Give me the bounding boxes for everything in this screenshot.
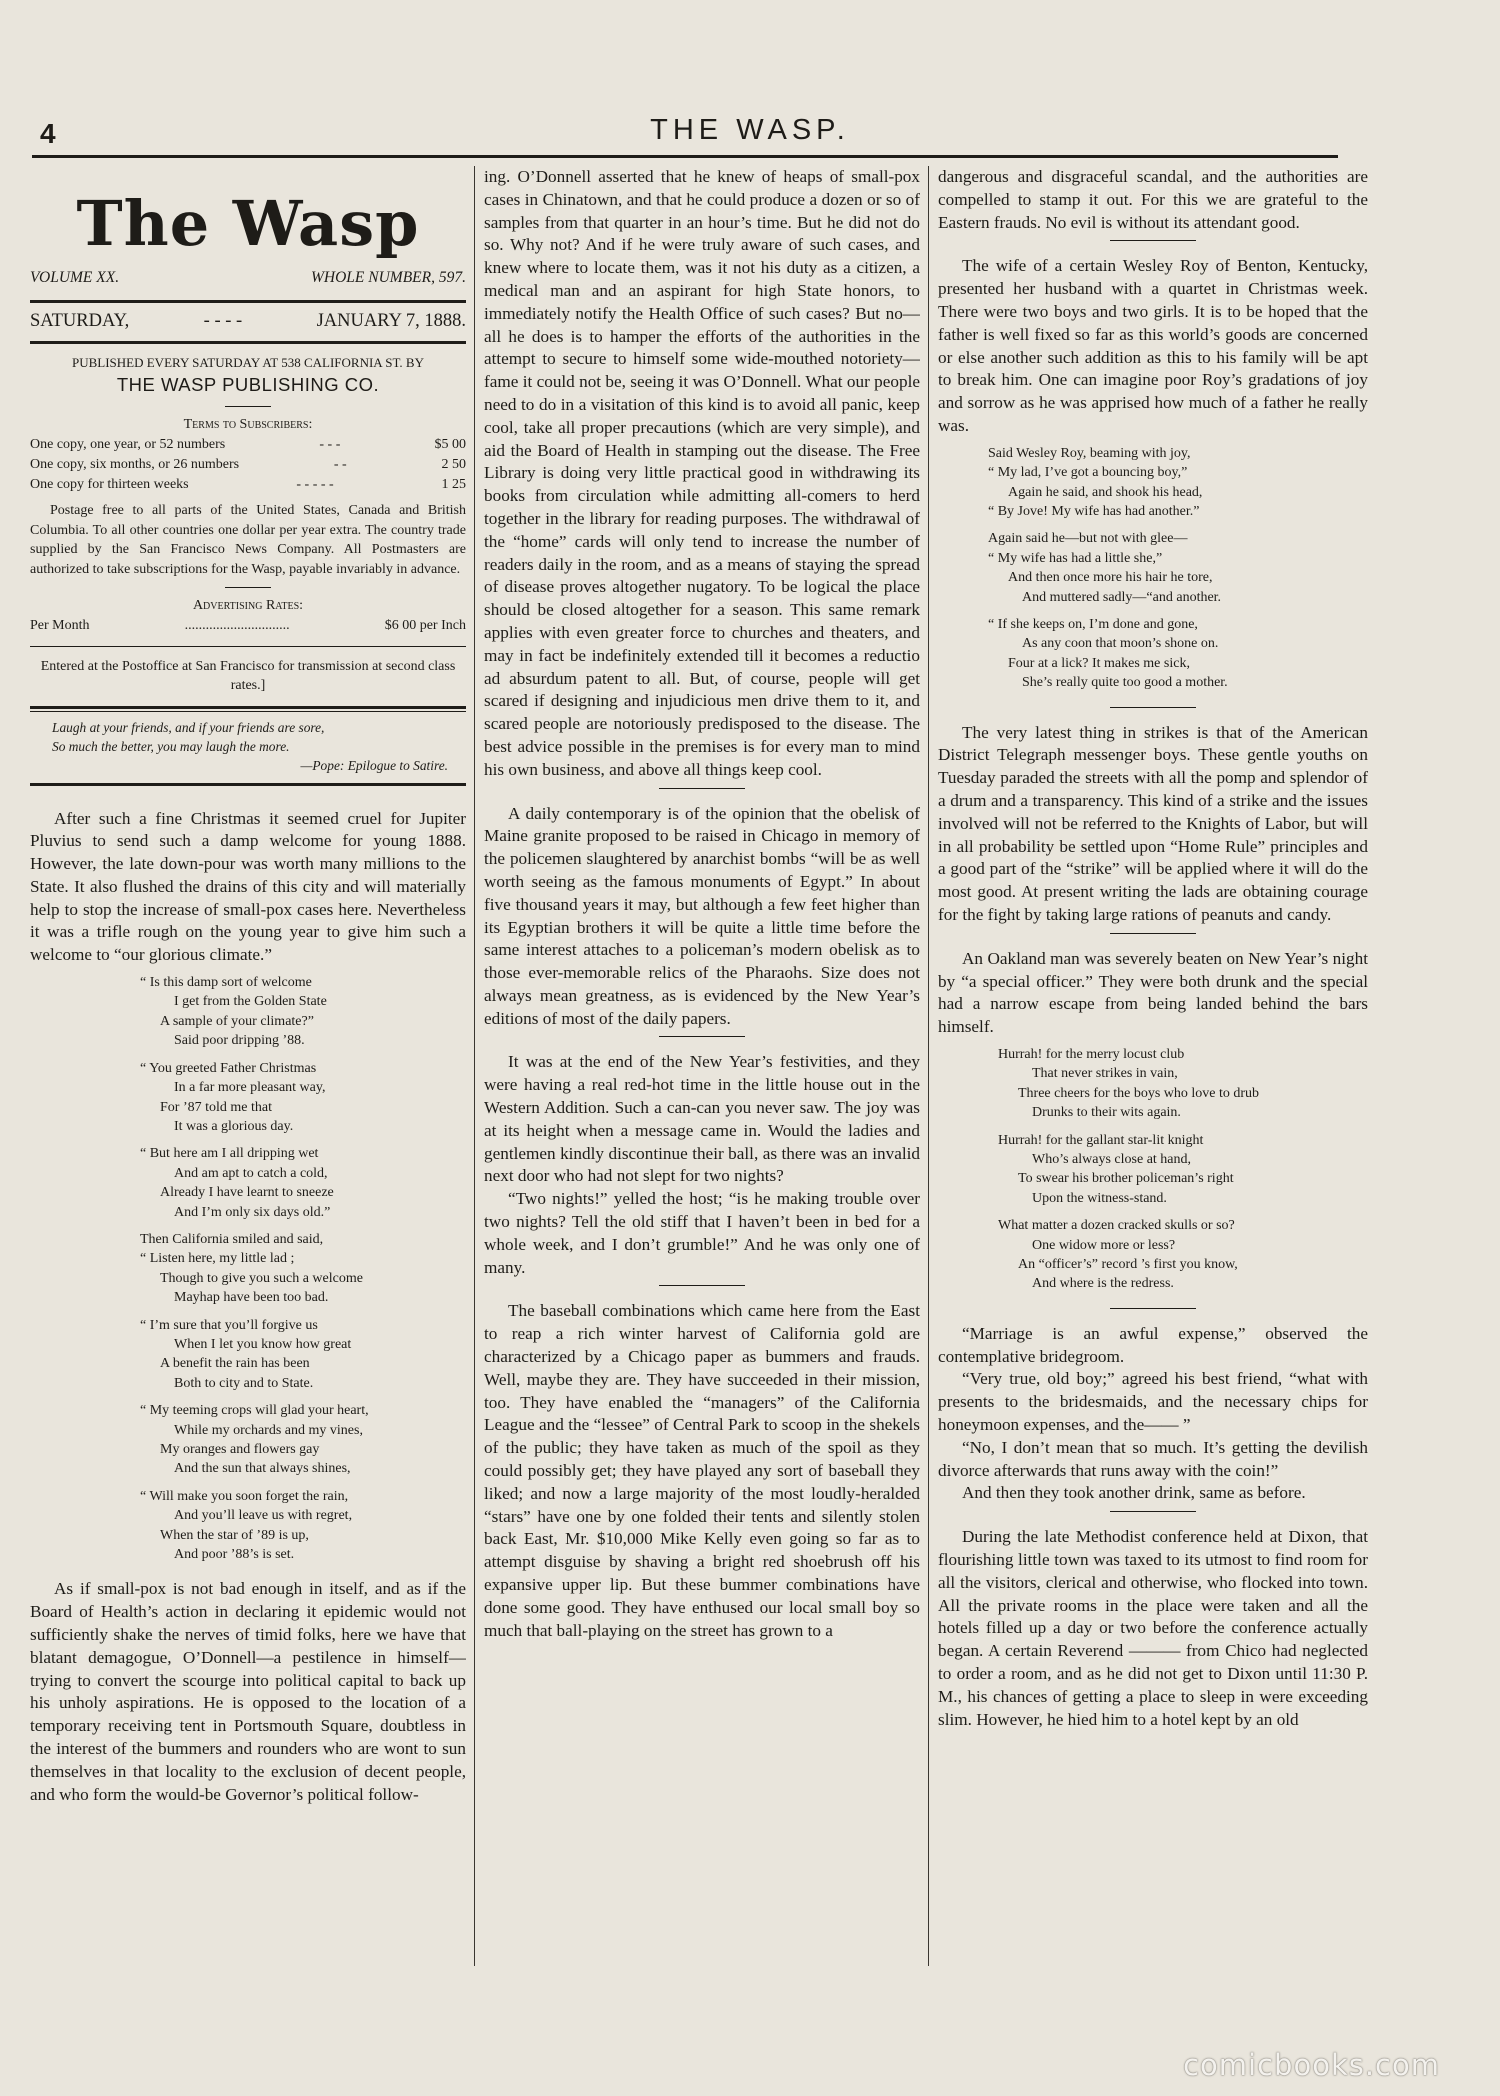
poem-line: And poor ’88’s is set. [174, 1547, 295, 1563]
poem-line: A sample of your climate?” [160, 1013, 314, 1029]
poem-line: And the sun that always shines, [174, 1461, 351, 1477]
article-separator [1110, 1511, 1196, 1512]
article-paragraph: ing. O’Donnell asserted that he knew of heaps of small-pox cases in Chinatown, and that he could produce a dozen or so of samples from that quarter in an hour’s time. But he did not do so. Why not? And if he were truly aware of such cases, and knew where to locate them, was it not his duty as a citizen, a medical man and an aspirant for high State honors, to immediately notify the Health Office of such cases? But no—all he does is to hamper the efforts of the authorities in the attempt to secure to himself some wide-mouthed notoriety—fame it could not be, seeing it was O’Donnell. What our people need to do in a visitation of this kind is to avoid all panic, keep cool, take all proper precautions (which are very simple), and aid the Board of Health in stamping out the disease. The Free Library is doing very little practical good in withdrawing its books from circulation while admitting all-comers to herd together in the library for reading purposes. The withdrawal of the “home” cards will only tend to increase the number of readers daily in the room, and as a means of staying the spread of disease proves altogether nugatory. To be logical the place should be closed altogether for a season. This same remark applies with even greater force to churches and theaters, and may in fact be indefinitely extended till it becomes a reductio ad absurdum patent to all. But, of course, people will get scared if designing and injudicious men drive them to it, and scared people are notoriously predisposed to the disease. The best advice possible in the premises is for every man to mind his own business, and above all things keep cool. [484, 167, 920, 779]
terms-heading: Terms to Subscribers: [183, 417, 313, 432]
masthead-rule [30, 341, 466, 344]
poem-line: To swear his brother policeman’s right [1018, 1171, 1234, 1187]
poem-line: And where is the redress. [1032, 1276, 1174, 1292]
poem-line: And muttered sadly—“and another. [1022, 589, 1222, 605]
poem-line: Both to city and to State. [174, 1375, 314, 1391]
poem [998, 1045, 1368, 1294]
article-paragraph: “Two nights!” yelled the host; “is he making trouble over two nights? Tell the old stiff that I haven’t been in bed for a whole week, and I don’t grumble!” And he was only one of many. [484, 1189, 920, 1277]
article-paragraph: The wife of a certain Wesley Roy of Benton, Kentucky, presented her husband with a quartet in Christmas week. There were two boys and two girls. It is to be hoped that the father is well fixed so far as this world’s goods are concerned or else another such addition as this to his family will be apt to break him. One can imagine poor Roy’s gradations of joy and sorrow as he was apprised how much of a father he really was. [938, 256, 1368, 435]
page-number: 4 [40, 118, 56, 149]
poem-line: Three cheers for the boys who love to drub [1018, 1085, 1260, 1101]
poem-line: Drunks to their wits again. [1032, 1105, 1181, 1121]
column-1 [30, 166, 466, 1966]
poem-stanza [988, 615, 1368, 693]
article-separator [1110, 240, 1196, 241]
poem-line: “ I’m sure that you’ll forgive us [140, 1317, 318, 1333]
rule [30, 706, 466, 709]
poem-stanza [140, 1230, 466, 1308]
poem-stanza [140, 1059, 466, 1137]
rule [30, 783, 466, 786]
article-paragraph: And then they took another drink, same as before. [962, 1483, 1306, 1503]
article-paragraph: “No, I don’t mean that so much. It’s getting the devilish divorce afterwards that runs away with the coin!” [938, 1437, 1368, 1480]
poem-line: Though to give you such a welcome [160, 1270, 363, 1286]
poem-line: Said Wesley Roy, beaming with joy, [988, 445, 1191, 461]
poem-line: It was a glorious day. [174, 1118, 294, 1134]
issue-day: SATURDAY, [30, 311, 130, 331]
published-line: PUBLISHED EVERY SATURDAY AT 538 CALIFORNIA ST. BY [71, 355, 424, 370]
postoffice-entry: Entered at the Postoffice at San Francisco for transmission at second class rates.] [40, 658, 456, 693]
poem [140, 973, 466, 1564]
poem-stanza [988, 444, 1368, 522]
poem-line: And am apt to catch a cold, [174, 1165, 328, 1181]
poem-line: In a far more pleasant way, [174, 1080, 326, 1096]
column-2 [484, 166, 920, 1966]
article-separator [1110, 1308, 1196, 1309]
poem-line: What matter a dozen cracked skulls or so? [998, 1218, 1235, 1234]
poem-line: As any coon that moon’s shone on. [1022, 636, 1219, 652]
poem [988, 444, 1368, 693]
poem-line: An “officer’s” record ’s first you know, [1018, 1257, 1238, 1273]
volume-row [30, 268, 466, 288]
rule [30, 711, 466, 712]
poem-line: Upon the witness-stand. [1032, 1190, 1167, 1206]
article-paragraph: dangerous and disgraceful scandal, and the authorities are compelled to stamp it out. For this we are grateful to the Eastern frauds. No evil is without its attendant good. [938, 167, 1368, 232]
article-paragraph: As if small-pox is not bad enough in itself, and as if the Board of Health’s action in declaring it epidemic would not sufficiently shake the nerves of timid folks, here we have that blatant demagogue, O’Donnell—a pestilence in himself—trying to convert the scourge into political capital to back up his unholy aspirations. He is opposed to the location of a temporary receiving tent in Portsmouth Square, doubtless in the interest of the bummers and rounders who are wont to sun themselves in that locality to the exclusion of decent people, and who form the would-be Governor’s political follow- [30, 1579, 466, 1804]
article-paragraph: It was at the end of the New Year’s festivities, and they were having a real red-hot time in the little house out in the Western Addition. Such a can-can you never saw. The joy was at its height when a message came in. Would the ladies and gentlemen kindly discontinue their ball, as there was an invalid next door who had not slept for two nights? [484, 1052, 920, 1186]
poem-line: A benefit the rain has been [160, 1356, 310, 1372]
short-rule [225, 587, 271, 588]
poem-stanza [998, 1216, 1368, 1294]
poem-line: I get from the Golden State [174, 994, 327, 1010]
poem-line: Who’s always close at hand, [1032, 1152, 1192, 1168]
poem-line: “ My wife has had a little she,” [988, 550, 1163, 566]
poem-line: “ If she keeps on, I’m done and gone, [988, 617, 1198, 633]
article-paragraph: “Marriage is an awful expense,” observed the contemplative bridegroom. [938, 1323, 1368, 1366]
terms-row: One copy, six months, or 26 numbers - - 2 50 [30, 457, 466, 472]
poem-line: “ Will make you soon forget the rain, [140, 1488, 349, 1504]
poem-line: And I’m only six days old.” [174, 1204, 331, 1220]
volume-label: VOLUME XX. [30, 269, 120, 286]
poem-line: Said poor dripping ’88. [174, 1033, 305, 1049]
poem-stanza [140, 1144, 466, 1222]
watermark: comicbooks.com [1183, 2048, 1440, 2082]
date-dashes: - - - - [203, 311, 243, 331]
column-3 [938, 166, 1368, 1966]
epigraph-citation: —Pope: Epilogue to Satire. [300, 757, 448, 773]
article-paragraph: After such a fine Christmas it seemed cruel for Jupiter Pluvius to send such a damp welcome for young 1888. However, the late down-pour was worth many millions to the State. It also flushed the drains of this city and will materially help to stop the increase of small-pox cases here. Nevertheless it was a trifle rough on the young year to give him such a welcome to “our glorious climate.” [30, 808, 466, 965]
poem-line: Then California smiled and said, [140, 1231, 324, 1247]
poem-line: While my orchards and my vines, [174, 1422, 363, 1438]
whole-number: WHOLE NUMBER, 597. [311, 269, 466, 286]
article-paragraph: The baseball combinations which came here from the East to reap a rich winter harvest of California gold are characterized by a Chicago paper as bummers and frauds. Well, maybe they are. They have succeeded in their mission, too. They have enabled the “managers” of the California League and the “lessee” of Central Park to scoop in the shekels of the public; they have taken as much of the spoil as they could possibly get; they have played any sort of baseball they liked; and now a large majority of the most loudly-heralded “stars” have one by one folded their tents and silently stolen back East, Mr. $10,000 Mike Kelly even going so far as to attempt disguise by shaving a bright red shoebrush off his expansive upper lip. But these bummer combinations have done some good. They have enthused our local small boy so much that ball-playing on the street has grown to a [484, 1301, 920, 1640]
poem-line: When I let you know how great [174, 1336, 352, 1352]
terms-row: One copy for thirteen weeks - - - - - 1 25 [30, 477, 466, 492]
poem-line: Hurrah! for the gallant star-lit knight [998, 1132, 1204, 1148]
article-paragraph: “Very true, old boy;” agreed his best friend, “what with presents to the bridesmaids, and the necessary chips for honeymoon expenses, and the—— ” [938, 1369, 1368, 1435]
poem-line: She’s really quite too good a mother. [1022, 675, 1228, 691]
issue-date: JANUARY 7, 1888. [316, 311, 466, 331]
article-separator [659, 1285, 745, 1286]
article-separator [659, 1036, 745, 1037]
poem-line: “ My lad, I’ve got a bouncing boy,” [988, 465, 1188, 481]
postage-notice: Postage free to all parts of the United States, Canada and British Columbia. To all other countries one dollar per year extra. The country trade supplied by the San Francisco News Company. All Postmasters are authorized to take subscriptions for the Wasp, payable invariably in advance. [30, 503, 466, 577]
poem-line: “ You greeted Father Christmas [140, 1060, 317, 1076]
poem-stanza [998, 1131, 1368, 1209]
rule [30, 646, 466, 647]
poem-line: Again said he—but not with glee— [988, 531, 1188, 547]
poem-line: For ’87 told me that [160, 1099, 272, 1115]
poem-line: Mayhap have been too bad. [174, 1290, 329, 1306]
poem-line: My oranges and flowers gay [160, 1442, 320, 1458]
short-rule [225, 406, 271, 407]
column-divider [928, 166, 929, 1966]
epigraph: Laugh at your friends, and if your friends are sore, So much the better, you may laugh the more. —Pope: Epilogue to Satire. [30, 718, 466, 775]
poem-line: And you’ll leave us with regret, [174, 1508, 353, 1524]
article-paragraph: During the late Methodist conference held at Dixon, that flourishing little town was taxed to its utmost to find room for all the visitors, clerical and otherwise, who flocked into town. All the private rooms in the place were taken and all the hotels filled up a day or two before the conference actually began. A certain Reverend ——— from Chico had neglected to order a room, and as he did not get to Dixon until 11:30 P. M., his chances of getting a place to sleep in were exceeding slim. However, he hied him to a hotel kept by an old [938, 1527, 1368, 1729]
poem-stanza [988, 529, 1368, 607]
advertising-rate: Per Month .............................. $6 00 per Inch [30, 618, 466, 633]
terms-row: One copy, one year, or 52 numbers - - - $5 00 [30, 437, 466, 452]
poem-line: And then once more his hair he tore, [1008, 570, 1213, 586]
poem-line: “ By Jove! My wife has had another.” [988, 503, 1200, 519]
article-separator [1110, 707, 1196, 708]
poem-line: That never strikes in vain, [1032, 1066, 1178, 1082]
header-rule [32, 155, 1338, 158]
poem-line: “ My teeming crops will glad your heart, [140, 1403, 369, 1419]
poem-line: “ Listen here, my little lad ; [140, 1251, 295, 1267]
poem-stanza [998, 1045, 1368, 1123]
poem-line: Four at a lick? It makes me sick, [1008, 655, 1190, 671]
poem-stanza [140, 1487, 466, 1565]
poem-line: Again he said, and shook his head, [1008, 484, 1203, 500]
column-divider [474, 166, 475, 1966]
masthead-title: The Wasp [76, 187, 420, 260]
running-title: THE WASP. [650, 114, 850, 146]
publisher-name: THE WASP PUBLISHING CO. [116, 374, 380, 395]
poem-line: Already I have learnt to sneeze [160, 1185, 334, 1201]
article-paragraph: A daily contemporary is of the opinion that the obelisk of Maine granite proposed to be raised in Chicago in memory of the policemen slaughtered by anarchist bombs “will be as well worth seeing as the famous monuments of Egypt.” In about five thousand years it may, but although a few feet higher than its Egyptian brothers it will be quite a little time before the same interest attaches to a policeman’s modern obelisk as to those ever-memorable relics of the Pharaohs. Size does not always mean greatness, as is evidenced by the New Year’s editions of most of the daily papers. [484, 803, 920, 1028]
poem-stanza [140, 1316, 466, 1394]
article-paragraph: An Oakland man was severely beaten on New Year’s night by “a special officer.” They were both drunk and the special had a narrow escape from being landed behind the bars himself. [938, 948, 1368, 1037]
terms-list [30, 435, 466, 495]
poem-line: When the star of ’89 is up, [160, 1527, 309, 1543]
poem-line: “ Is this damp sort of welcome [140, 975, 312, 991]
poem-stanza [140, 973, 466, 1051]
poem-line: One widow more or less? [1032, 1237, 1176, 1253]
poem-line: Hurrah! for the merry locust club [998, 1047, 1185, 1062]
article-paragraph: The very latest thing in strikes is that of the American District Telegraph messenger boys. These gentle youths on Tuesday paraded the streets with all the pomp and splendor of a drum and a transparency. This kind of a strike and the issues involved will not be referred to the Knights of Labor, but will in all probability be settled upon “Home Rule” principles and a good part of the “strike” will be applied where it will do the most good. At present writing the lads are obtaining courage for the fight by taking large rations of peanuts and candy. [938, 722, 1368, 925]
article-separator [1110, 933, 1196, 934]
advertising-heading: Advertising Rates: [192, 598, 304, 613]
article-separator [659, 788, 745, 789]
date-row [30, 300, 466, 333]
poem-line: “ But here am I all dripping wet [140, 1146, 319, 1162]
poem-stanza [140, 1401, 466, 1479]
